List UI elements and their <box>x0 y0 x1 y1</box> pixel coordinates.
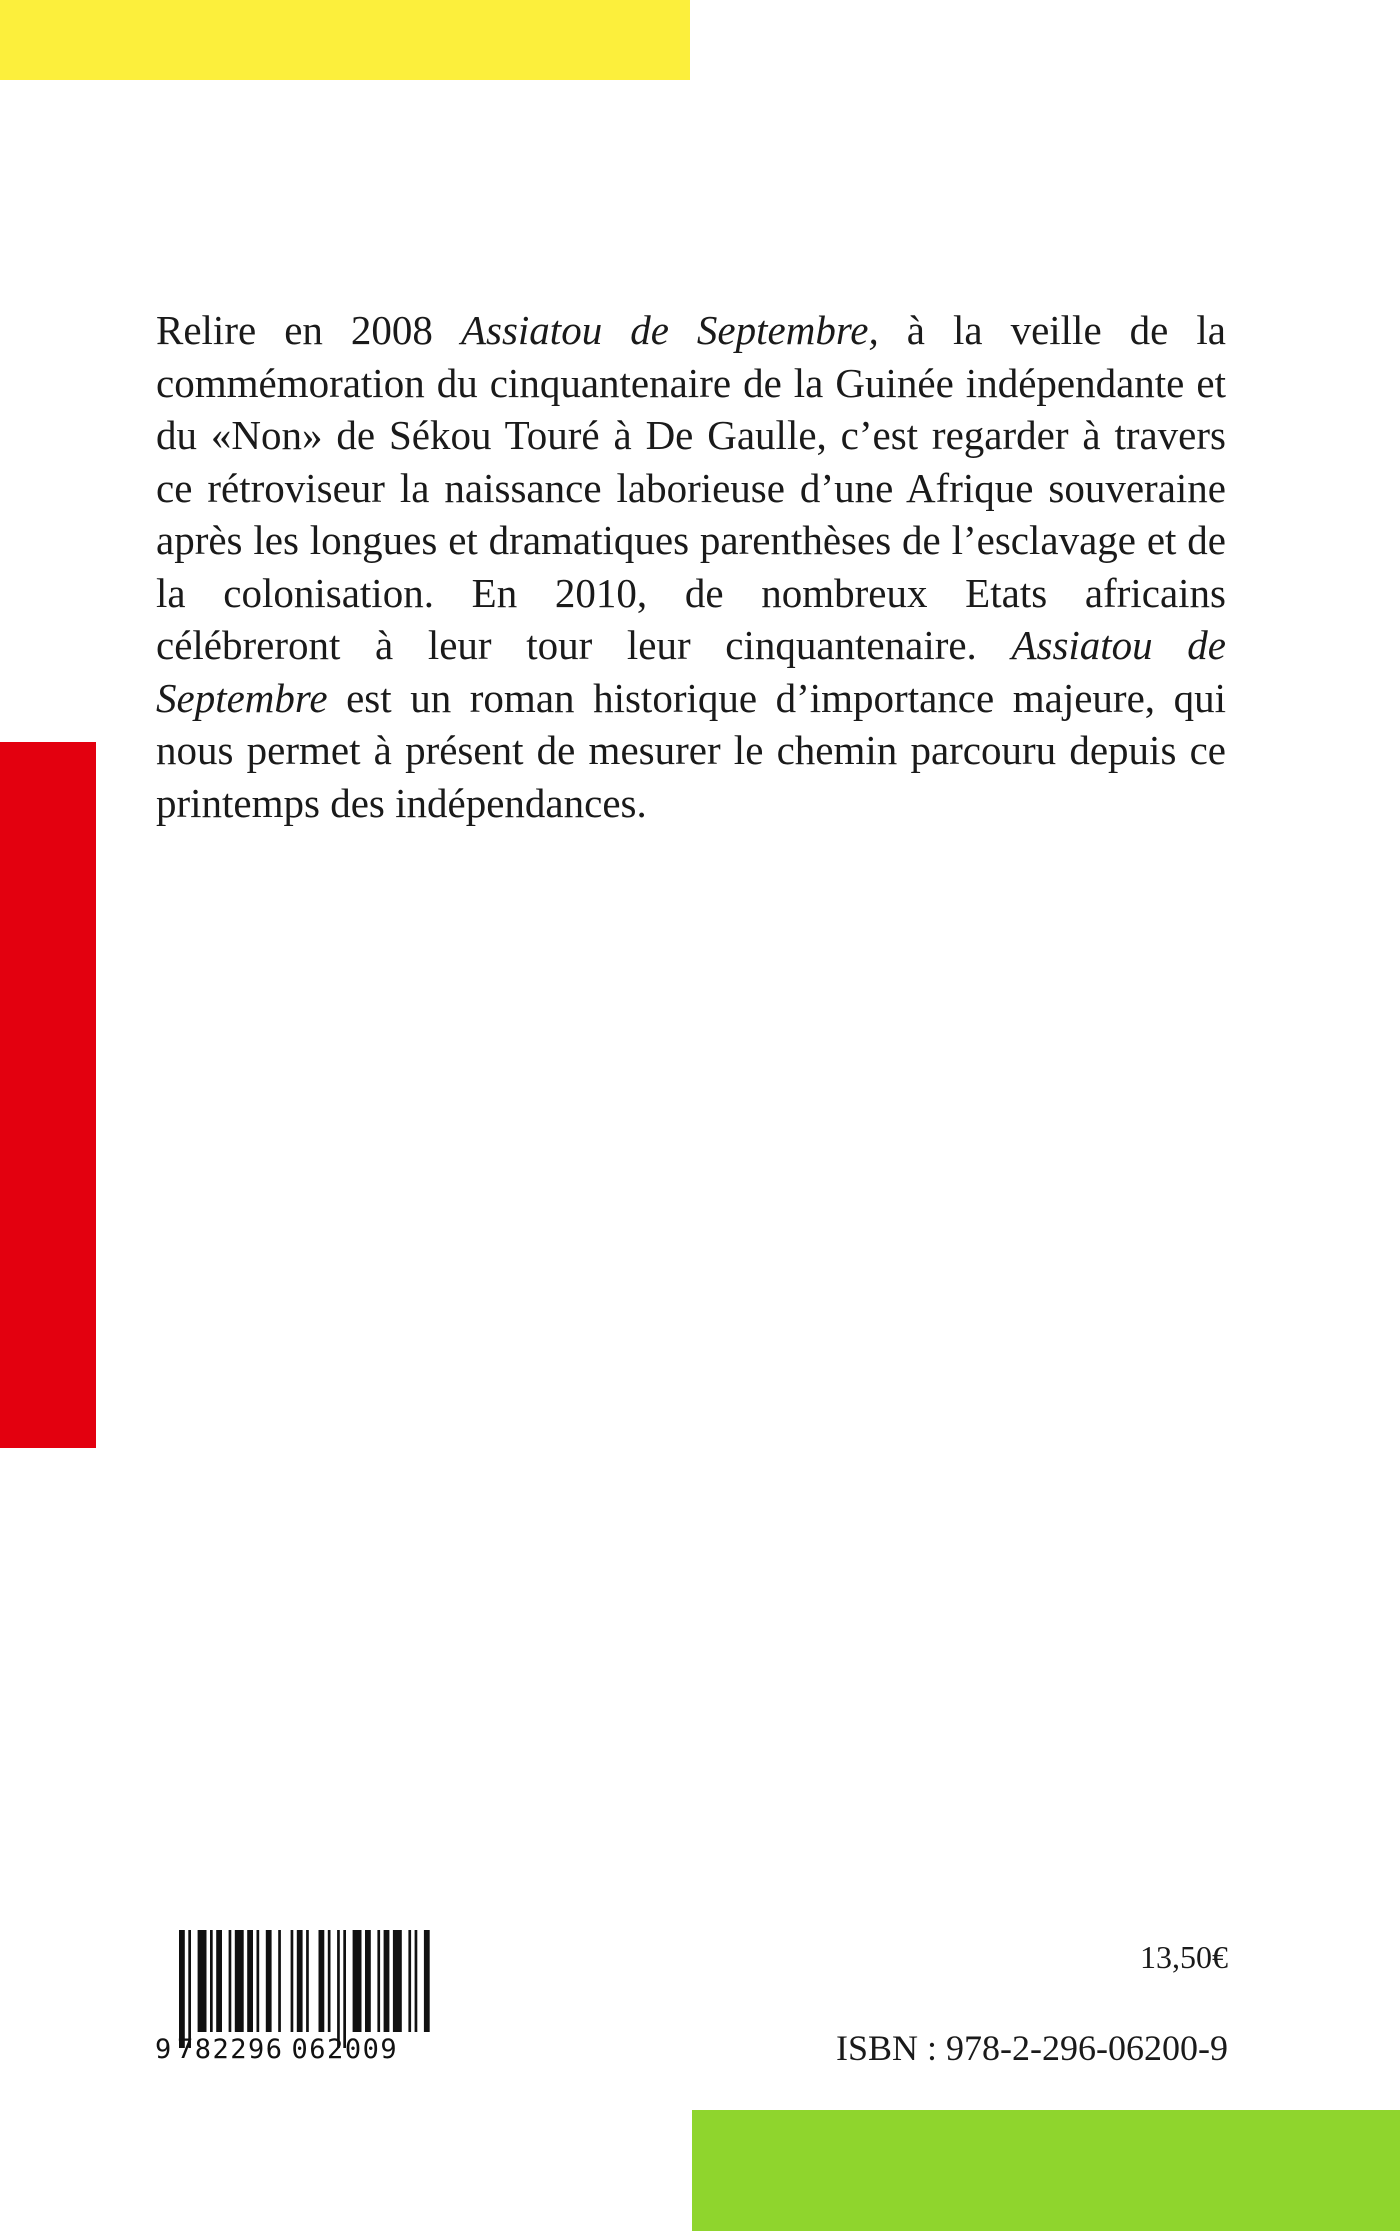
barcode-bar <box>377 1930 380 2032</box>
barcode-bar <box>229 1930 232 2032</box>
barcode-bar <box>415 1930 418 2032</box>
barcode-digits <box>155 2032 433 2068</box>
barcode-digits-group-2: 062009 <box>291 2034 399 2065</box>
barcode-bar <box>235 1930 244 2032</box>
barcode-bar <box>247 1930 253 2032</box>
barcode-bar <box>337 1930 340 2048</box>
isbn-barcode <box>155 1930 433 2070</box>
top-color-band <box>0 0 690 80</box>
blurb-text-1: Relire en 2008 <box>156 307 461 353</box>
barcode-lead-digit: 9 <box>155 2034 173 2065</box>
barcode-bar <box>210 1930 213 2032</box>
barcode-bar <box>424 1930 430 2032</box>
barcode-bar <box>319 1930 325 2032</box>
barcode-bar <box>384 1930 390 2032</box>
barcode-bar <box>216 1930 222 2032</box>
barcode-bar <box>188 1930 191 2048</box>
back-cover-blurb <box>156 304 1226 829</box>
blurb-text-2: à la veille de la commémoration du cinquantenaire de la Guinée indépendante et du «Non» de Sékou Touré à De Gaulle, c’est regarder à travers ce rétroviseur la naissance laborieuse d’une Afrique souveraine après les longues et dramatiques parenthèses de l’esclavage et de la colonisation. En 2010, de nombreux Etats africains célébreront à leur tour leur cinquantenaire. <box>156 307 1226 668</box>
barcode-bar <box>353 1930 362 2032</box>
barcode-bar <box>408 1930 411 2032</box>
side-color-band <box>0 742 96 1448</box>
barcode-bar <box>266 1930 272 2032</box>
barcode-bar <box>343 1930 346 2048</box>
barcode-bar <box>291 1930 294 2032</box>
barcode-bar <box>278 1930 281 2032</box>
price: 13,50€ <box>1140 1939 1228 1975</box>
barcode-bar <box>198 1930 207 2032</box>
barcode-bar <box>393 1930 402 2032</box>
barcode-bar <box>297 1930 303 2032</box>
blurb-book-title-2: Assiatou de Septembre <box>156 622 1227 721</box>
blurb-book-title-1: Assiatou de Septembre, <box>460 307 879 353</box>
barcode-digits-group-1: 782296 <box>177 2034 284 2065</box>
barcode-bar <box>365 1930 371 2032</box>
blurb-text-3: est un roman historique d’importance majeure, qui nous permet à présent de mesurer le chemin parcouru depuis ce printemps des indépendances. <box>156 674 1226 826</box>
bottom-color-band <box>692 2110 1400 2231</box>
barcode-bar <box>328 1930 331 2032</box>
barcode-bar <box>306 1930 309 2032</box>
barcode-bar <box>179 1930 185 2048</box>
barcode-bar <box>257 1930 260 2032</box>
isbn-number: ISBN : 978-2-296-06200-9 <box>836 2028 1228 2068</box>
